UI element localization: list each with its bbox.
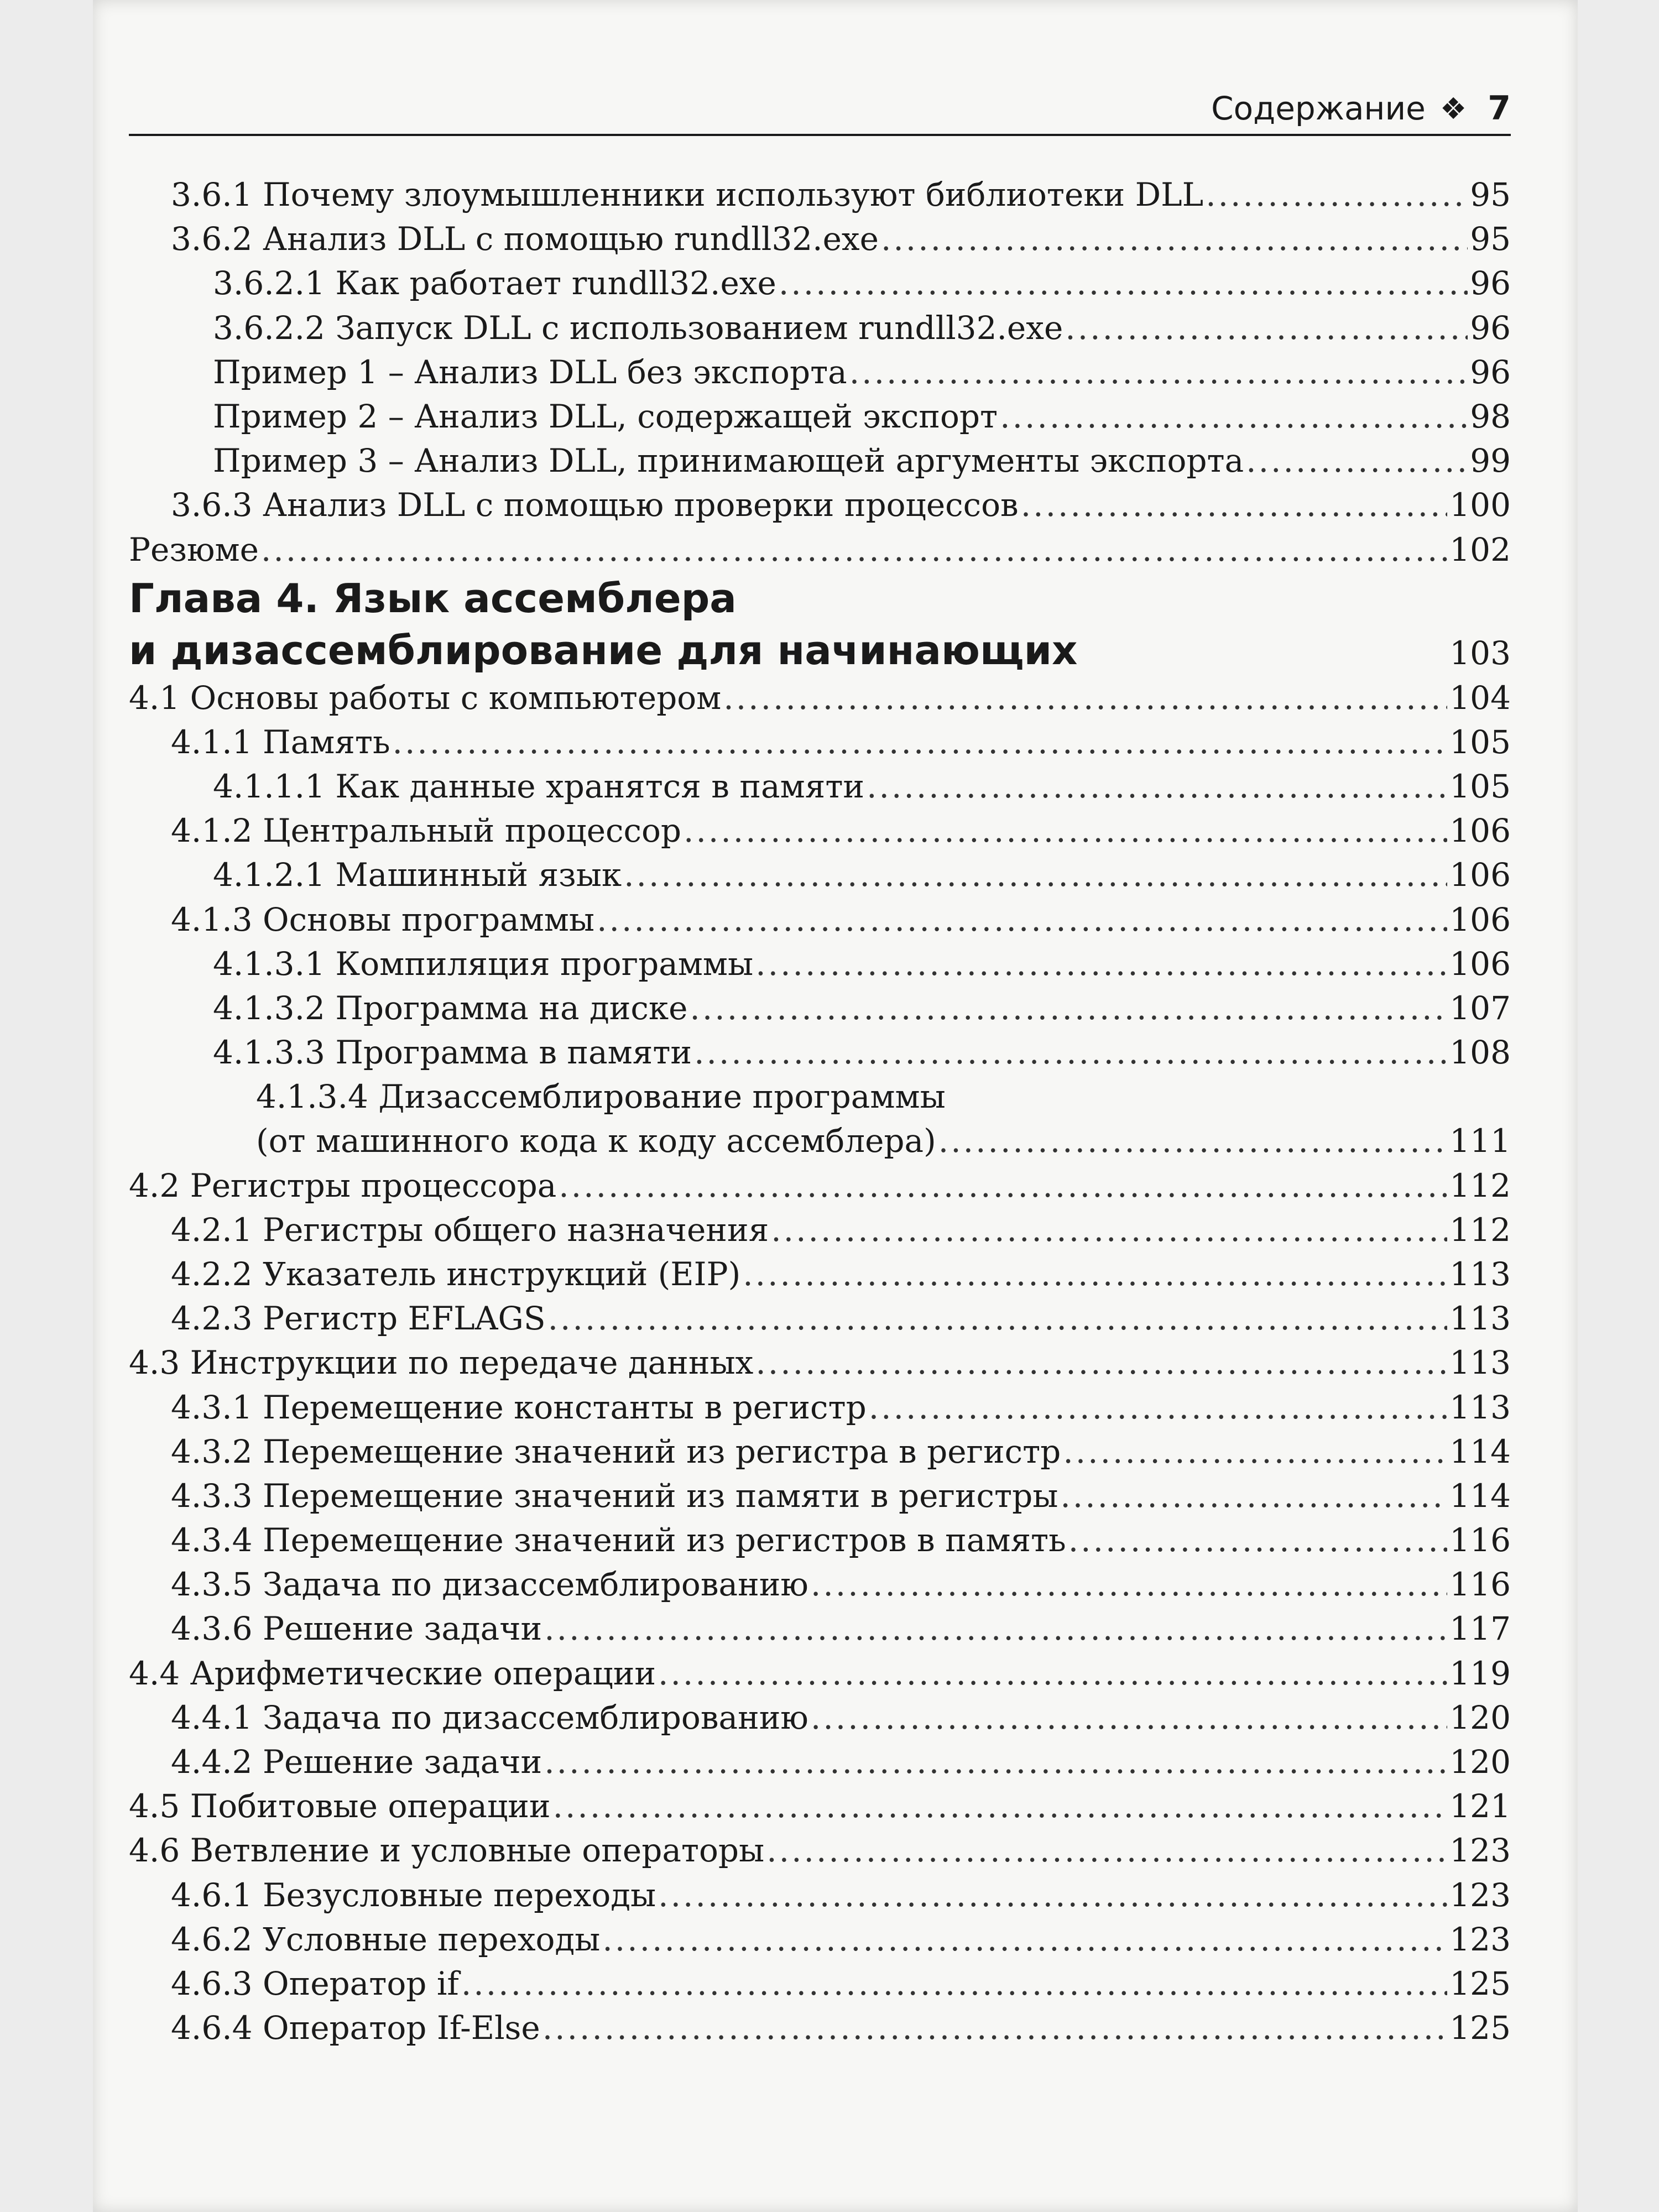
leader-dots (684, 808, 1447, 853)
toc-entry (129, 1828, 1511, 1872)
toc-entry-title: 4.1 Основы работы с компьютером (129, 679, 722, 717)
toc-entry-title: Пример 3 – Анализ DLL, принимающей аргументы экспорта (213, 442, 1244, 480)
chapter-page: 103 (1449, 634, 1511, 672)
toc-entry-page: 116 (1449, 1521, 1511, 1559)
chapter-heading-line1: Глава 4. Язык ассемблера (129, 575, 737, 622)
toc-entry (129, 1695, 1511, 1740)
leader-dots (881, 217, 1468, 261)
leader-dots (755, 1340, 1447, 1385)
toc-entry-page: 113 (1449, 1388, 1511, 1426)
toc-entry-page: 125 (1449, 1964, 1511, 2002)
toc-entry (129, 1296, 1511, 1340)
toc-entry-title: 3.6.2 Анализ DLL с помощью rundll32.exe (171, 220, 879, 258)
toc-entry (129, 1252, 1511, 1296)
leader-dots (849, 350, 1468, 394)
toc-entry-page: 113 (1449, 1300, 1511, 1338)
toc-entry-page: 106 (1449, 945, 1511, 983)
leader-dots (723, 676, 1447, 720)
toc-entry (129, 173, 1511, 217)
toc-entry (129, 1119, 1511, 1163)
toc-entry (129, 808, 1511, 853)
toc-entry-page: 113 (1449, 1255, 1511, 1293)
toc-entry-title: 4.1.1.1 Как данные хранятся в памяти (213, 768, 865, 806)
leader-dots (1206, 173, 1468, 217)
toc-entry-title: 3.6.2.1 Как работает rundll32.exe (213, 264, 776, 302)
toc-entry (129, 1961, 1511, 2006)
toc-entry-title: 4.1.3 Основы программы (171, 900, 595, 938)
toc-entry (129, 1562, 1511, 1606)
leader-dots (597, 898, 1447, 942)
toc-entry (129, 1208, 1511, 1252)
toc-entry-title: Пример 2 – Анализ DLL, содержащей экспорт (213, 397, 998, 435)
leader-dots (690, 986, 1447, 1030)
leader-dots (393, 720, 1448, 764)
toc-entry (129, 1518, 1511, 1562)
toc-entry-title: 3.6.1 Почему злоумышленники используют библиотеки DLL (171, 176, 1204, 213)
diamond-ornament-icon: ❖ (1439, 91, 1467, 126)
toc-entry-page: 120 (1449, 1698, 1511, 1736)
leader-dots (658, 1651, 1447, 1695)
toc-entry (129, 1474, 1511, 1518)
toc-entry (129, 853, 1511, 897)
toc-entry-page: 113 (1449, 1344, 1511, 1382)
leader-dots (1065, 306, 1468, 350)
toc-entry-title: 4.6.3 Оператор if (171, 1964, 459, 2002)
toc-entry (129, 1385, 1511, 1430)
toc-entry-page: 107 (1449, 989, 1511, 1027)
toc-entry (129, 1917, 1511, 1961)
toc-entry-title: 4.3.4 Перемещение значений из регистров в память (171, 1521, 1066, 1559)
toc-entry (129, 1651, 1511, 1695)
toc-entry-title: 4.4.1 Задача по дизассемблированию (171, 1698, 808, 1736)
toc-entry-title: 4.2.2 Указатель инструкций (EIP) (171, 1255, 741, 1293)
toc-entry-title: 4.5 Побитовые операции (129, 1787, 551, 1825)
toc-entry-page: 106 (1449, 812, 1511, 850)
leader-dots (544, 1740, 1447, 1784)
toc-entry-title: 4.1.3.1 Компиляция программы (213, 945, 754, 983)
toc-entry-title: 4.2 Регистры процессора (129, 1166, 557, 1204)
toc-entry (129, 1606, 1511, 1651)
toc-entry (129, 1873, 1511, 1917)
toc-entry (129, 720, 1511, 764)
toc-entry-title: 4.6.1 Безусловные переходы (171, 1876, 656, 1914)
toc-entry-page: 112 (1449, 1211, 1511, 1249)
toc-entry (129, 394, 1511, 439)
toc-entry-line1: 4.1.3.4 Дизассемблирование программы (256, 1078, 946, 1116)
toc-entry-title: 3.6.3 Анализ DLL с помощью проверки процессов (171, 486, 1019, 524)
leader-dots (743, 1252, 1447, 1296)
toc-entry (129, 942, 1511, 986)
toc-entry (129, 1784, 1511, 1828)
toc-entry-title: 4.3 Инструкции по передаче данных (129, 1344, 754, 1382)
toc-entry-title: 4.3.6 Решение задачи (171, 1610, 542, 1648)
page-number: 7 (1488, 89, 1511, 128)
toc-entry-page: 106 (1449, 900, 1511, 938)
toc-entry-title: 4.2.3 Регистр EFLAGS (171, 1300, 546, 1338)
toc-entry-title: 4.6.4 Оператор If-Else (171, 2009, 540, 2047)
toc-block-chapter3 (129, 173, 1511, 572)
toc-entry-page: 104 (1449, 679, 1511, 717)
leader-dots (811, 1562, 1447, 1606)
leader-dots (544, 1606, 1447, 1651)
toc-entry-page: 96 (1470, 264, 1511, 302)
toc-entry-page: 117 (1449, 1610, 1511, 1648)
toc-entry-title: 4.3.2 Перемещение значений из регистра в регистр (171, 1432, 1061, 1470)
toc-entry (129, 2006, 1511, 2050)
toc-entry-page: 114 (1449, 1432, 1511, 1470)
chapter-heading-row (129, 625, 1511, 676)
leader-dots (1063, 1430, 1447, 1474)
toc-entry-page: 112 (1449, 1166, 1511, 1204)
toc-entry-page: 102 (1449, 530, 1511, 568)
leader-dots (1246, 439, 1468, 483)
leader-dots (766, 1828, 1447, 1872)
leader-dots (869, 1385, 1448, 1430)
leader-dots (1000, 394, 1468, 439)
toc-entry-page: 105 (1449, 723, 1511, 761)
running-header (129, 83, 1511, 136)
leader-dots (461, 1961, 1447, 2006)
toc-entry-title: 4.3.3 Перемещение значений из памяти в регистры (171, 1477, 1058, 1515)
toc-entry-title: 4.6 Ветвление и условные операторы (129, 1832, 765, 1870)
leader-dots (624, 853, 1447, 897)
toc-entry-page: 119 (1449, 1654, 1511, 1692)
leader-dots (811, 1695, 1447, 1740)
chapter-heading-line2: и дизассемблирование для начинающих (129, 627, 1078, 674)
toc-entry (129, 483, 1511, 527)
header-title: Содержание (1211, 90, 1426, 127)
toc-entry-page: 114 (1449, 1477, 1511, 1515)
toc-entry-page: 105 (1449, 768, 1511, 806)
toc-entry (129, 439, 1511, 483)
toc-entry-page: 96 (1470, 309, 1511, 347)
toc-entry (129, 1340, 1511, 1385)
toc-entry-title: 4.2.1 Регистры общего назначения (171, 1211, 769, 1249)
leader-dots (602, 1917, 1447, 1961)
toc-block-chapter4-part2 (129, 1164, 1511, 2051)
leader-dots (755, 942, 1447, 986)
toc-entry-page: 96 (1470, 353, 1511, 391)
toc-entry-title: 4.1.1 Память (171, 723, 390, 761)
leader-dots (548, 1296, 1448, 1340)
leader-dots (771, 1208, 1447, 1252)
toc-entry-title: 4.6.2 Условные переходы (171, 1920, 601, 1958)
toc-entry-page: 100 (1449, 486, 1511, 524)
toc-entry-page: 111 (1449, 1122, 1511, 1160)
leader-dots (261, 528, 1447, 572)
toc-entry (129, 898, 1511, 942)
toc-entry (129, 1030, 1511, 1074)
toc-entry-page: 125 (1449, 2009, 1511, 2047)
leader-dots (938, 1119, 1448, 1163)
toc-entry-title: 4.4.2 Решение задачи (171, 1743, 542, 1781)
toc-entry-page: 106 (1449, 856, 1511, 894)
toc-entry-title: Пример 1 – Анализ DLL без экспорта (213, 353, 847, 391)
toc-entry-page: 116 (1449, 1566, 1511, 1604)
leader-dots (867, 764, 1447, 808)
toc-entry (129, 764, 1511, 808)
toc-entry-line2: (от машинного кода к коду ассемблера) (256, 1122, 936, 1160)
toc-entry (129, 350, 1511, 394)
leader-dots (779, 261, 1468, 305)
toc-entry-title: 4.3.1 Перемещение константы в регистр (171, 1388, 867, 1426)
toc-entry-title: 4.1.2.1 Машинный язык (213, 856, 622, 894)
toc-entry-page: 99 (1470, 442, 1511, 480)
toc-entry-title: 4.1.3.2 Программа на диске (213, 989, 688, 1027)
leader-dots (553, 1784, 1448, 1828)
leader-dots (1021, 483, 1448, 527)
toc-entry (129, 676, 1511, 720)
toc-block-chapter4-part1 (129, 676, 1511, 1075)
toc-entry-page: 120 (1449, 1743, 1511, 1781)
toc-entry (129, 1740, 1511, 1784)
leader-dots (559, 1164, 1447, 1208)
toc-entry-title: 3.6.2.2 Запуск DLL с использованием rundll32.exe (213, 309, 1063, 347)
toc-entry (129, 986, 1511, 1030)
toc-entry (129, 528, 1511, 572)
toc-entry-title: 4.1.3.3 Программа в памяти (213, 1034, 692, 1072)
leader-dots (1068, 1518, 1448, 1562)
toc-entry-page: 123 (1449, 1920, 1511, 1958)
toc-entry (129, 261, 1511, 305)
leader-dots (1060, 1474, 1447, 1518)
toc-entry-title: Резюме (129, 530, 259, 568)
toc-entry-page: 95 (1470, 220, 1511, 258)
toc-entry-page: 95 (1470, 176, 1511, 213)
toc-entry-title: 4.4 Арифметические операции (129, 1654, 656, 1692)
toc-entry-page: 123 (1449, 1832, 1511, 1870)
toc-entry (129, 1164, 1511, 1208)
leader-dots (694, 1030, 1447, 1074)
toc-entry (129, 217, 1511, 261)
toc-entry-page: 121 (1449, 1787, 1511, 1825)
toc-entry-page: 98 (1470, 397, 1511, 435)
toc-entry (129, 1430, 1511, 1474)
leader-dots (542, 2006, 1448, 2050)
toc-entry-title: 4.3.5 Задача по дизассемблированию (171, 1566, 808, 1604)
toc-entry (129, 306, 1511, 350)
leader-dots (658, 1873, 1447, 1917)
toc-entry-title: 4.1.2 Центральный процессор (171, 812, 682, 850)
table-of-contents (129, 173, 1511, 2050)
toc-entry-page: 108 (1449, 1034, 1511, 1072)
toc-entry-page: 123 (1449, 1876, 1511, 1914)
